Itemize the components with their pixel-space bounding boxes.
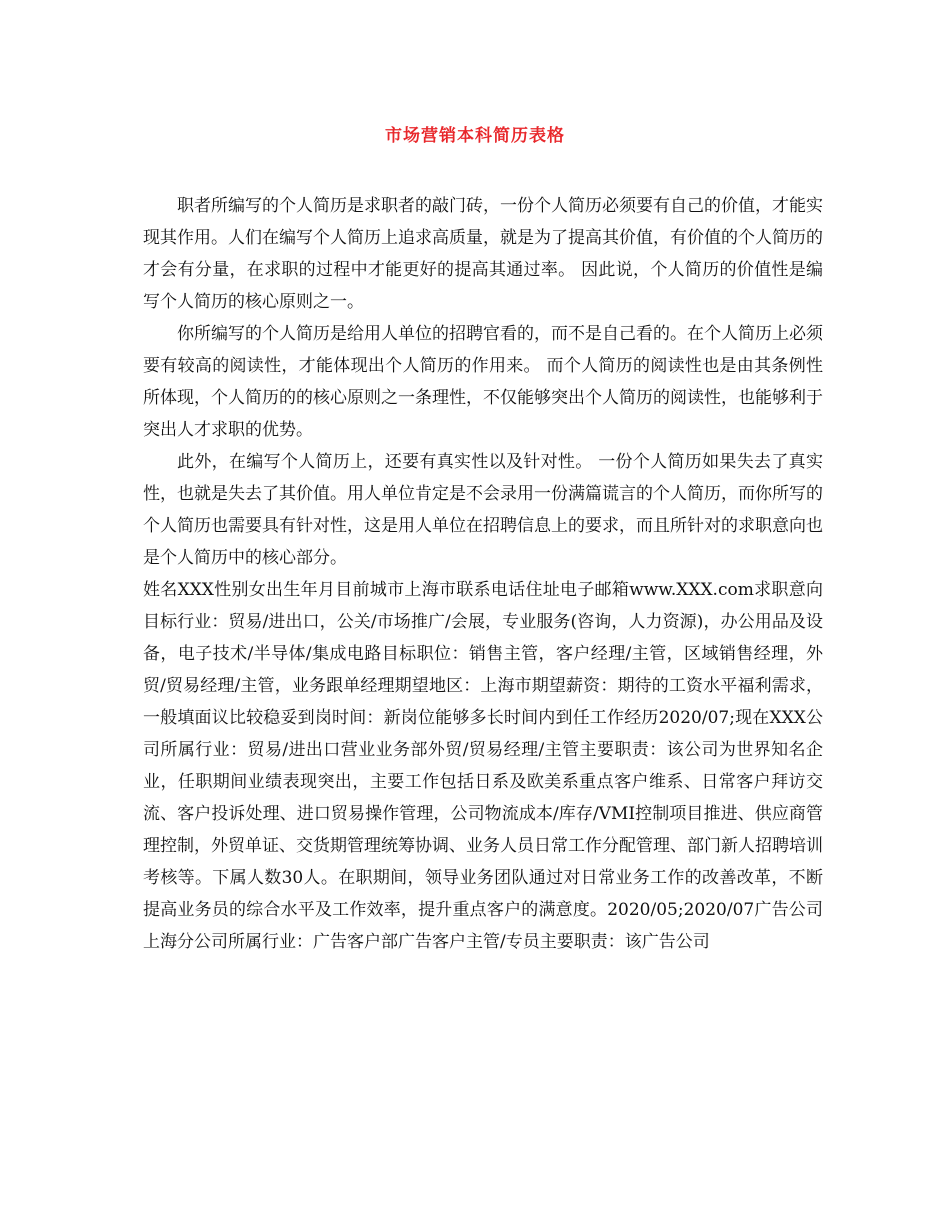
- resume-details-paragraph: 姓名XXX性别女出生年月目前城市上海市联系电话住址电子邮箱www.XXX.com求职意向目标行业：贸易/进出口，公关/市场推广/会展，专业服务(咨询，人力资源)，办公用品及设备，电子技术/半导体/集成电路目标职位：销售主管，客户经理/主管，区域销售经理，外贸/贸易经理/主管，业务跟单经理期望地区：上海市期望薪资：期待的工资水平福利需求，一般填面议比较稳妥到岗时间：新岗位能够多长时间内到任工作经历2020/07;现在XXX公司所属行业：贸易/进出口营业业务部外贸/贸易经理/主管主要职责：该公司为世界知名企业，任职期间业绩表现突出，主要工作包括日系及欧美系重点客户维系、日常客户拜访交流、客户投诉处理、进口贸易操作管理，公司物流成本/库存/VMI控制项目推进、供应商管理控制，外贸单证、交货期管理统筹协调、业务人员日常工作分配管理、部门新人招聘培训考核等。下属人数30人。在职期间，领导业务团队通过对日常业务工作的改善改革，不断提高业务员的综合水平及工作效率，提升重点客户的满意度。2020/05;2020/07广告公司上海分公司所属行业：广告客户部广告客户主管/专员主要职责：该广告公司: [143, 580, 823, 952]
- document-title: 市场营销本科简历表格: [385, 126, 565, 146]
- intro-paragraph-value: 职者所编写的个人简历是求职者的敲门砖，一份个人简历必须要有自己的价值，才能实现其作用。人们在编写个人简历上追求高质量，就是为了提高其价值，有价值的个人简历的才会有分量，在求职的过程中才能更好的提高其通过率。 因此说，个人简历的价值性是编写个人简历的核心原则之一。: [143, 196, 823, 312]
- intro-paragraph-readability: 你所编写的个人简历是给用人单位的招聘官看的，而不是自己看的。在个人简历上必须要有较高的阅读性，才能体现出个人简历的作用来。 而个人简历的阅读性也是由其条例性所体现，个人简历的的核心原则之一条理性，不仅能够突出个人简历的阅读性，也能够利于突出人才求职的优势。: [143, 324, 823, 440]
- document-body: [143, 190, 823, 958]
- intro-paragraph-authenticity: 此外，在编写个人简历上，还要有真实性以及针对性。 一份个人简历如果失去了真实性，也就是失去了其价值。用人单位肯定是不会录用一份满篇谎言的个人简历，而你所写的个人简历也需要具有针对性，这是用人单位在招聘信息上的要求，而且所针对的求职意向也是个人简历中的核心部分。: [143, 452, 823, 568]
